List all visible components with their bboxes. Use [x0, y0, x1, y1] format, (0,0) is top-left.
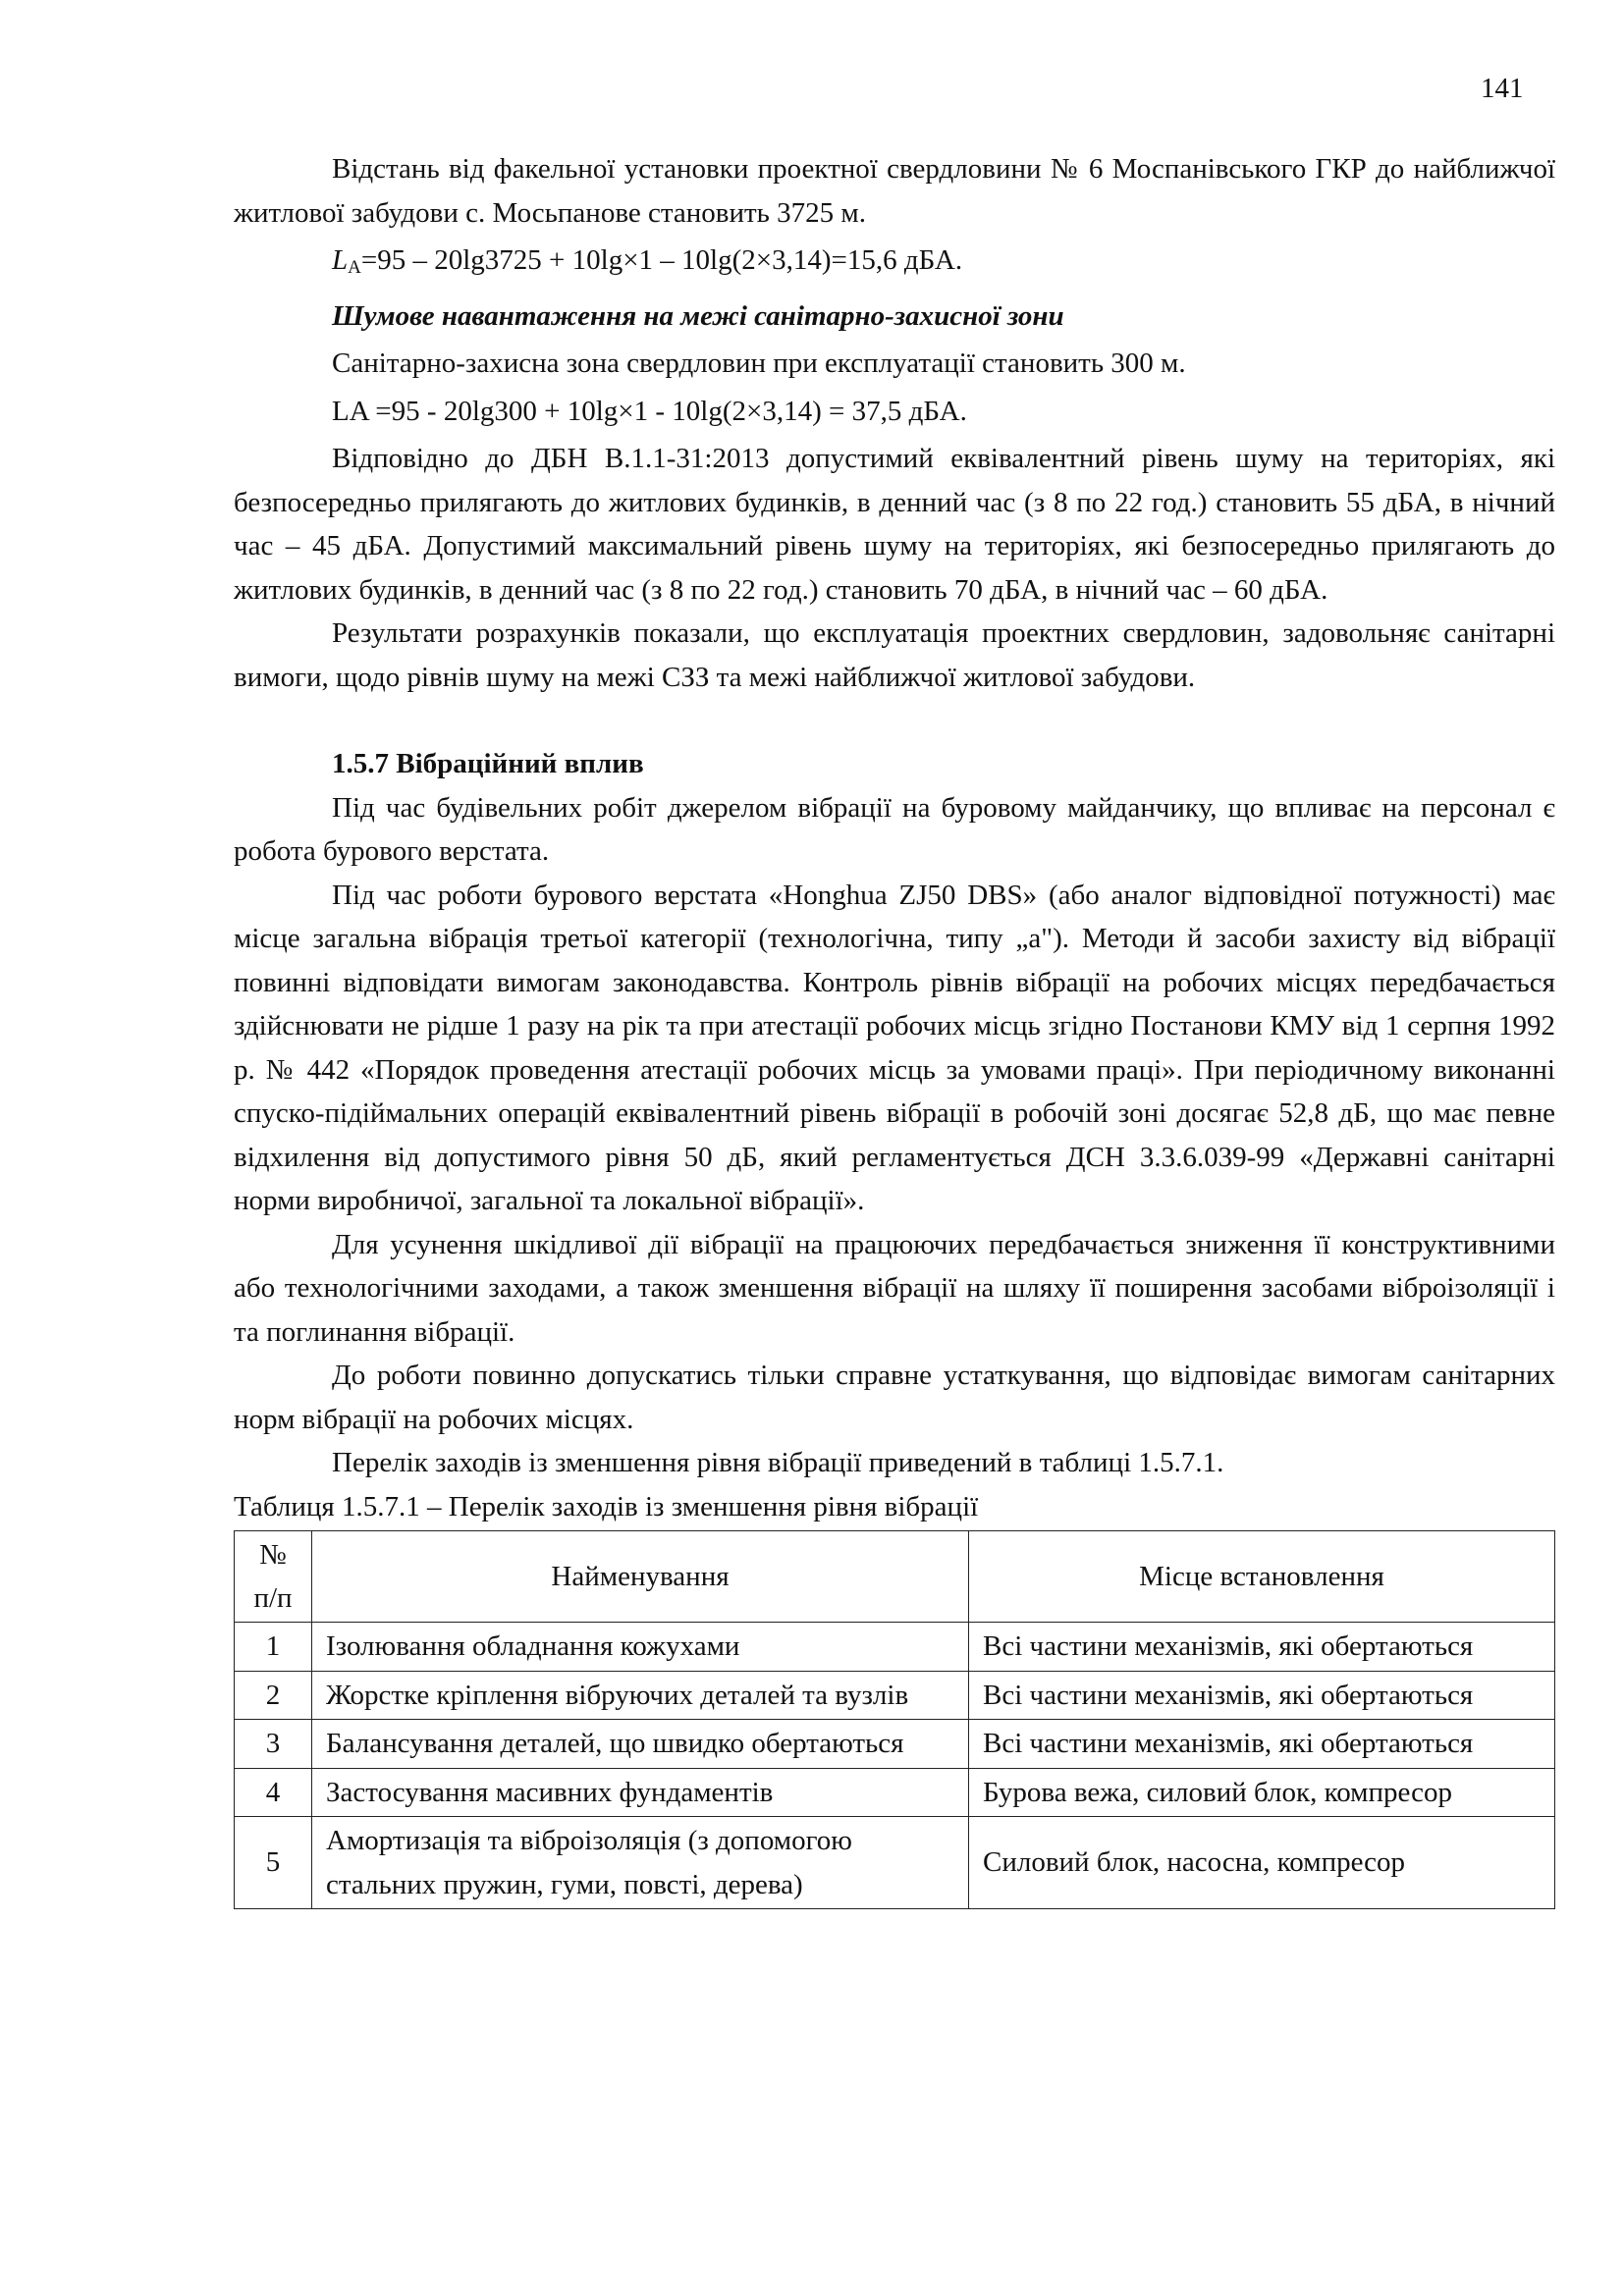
- paragraph-sanitary-zone: Санітарно-захисна зона свердловин при експлуатації становить 300 м.: [332, 347, 1186, 379]
- cell-number: 3: [235, 1720, 312, 1769]
- cell-name: Балансування деталей, що швидко обертаються: [312, 1720, 969, 1769]
- header-place: Місце встановлення: [969, 1531, 1555, 1623]
- formula-subscript: A: [348, 257, 361, 278]
- formula-sanitary-zone-noise: LA =95 - 20lg300 + 10lg×1 - 10lg(2×3,14) = 37,5 дБА.: [332, 395, 967, 427]
- heading-noise-sanitary-zone: Шумове навантаження на межі санітарно-захисної зони: [332, 299, 1064, 332]
- section-heading-vibration: 1.5.7 Вібраційний вплив: [332, 748, 644, 779]
- cell-number: 2: [235, 1671, 312, 1720]
- cell-place: Всі частини механізмів, які обертаються: [969, 1671, 1555, 1720]
- table-row: [235, 1817, 1555, 1909]
- paragraph-vibration-mitigation: Для усунення шкідливої дії вібрації на працюючих передбачається зниження її конструктивними або технологічними заходами, а також зменшення вібрації на шляху її поширення засобами віброізоляції і та поглинання вібрації.: [234, 1228, 1555, 1348]
- paragraph-distance: Відстань від факельної установки проектної свердловини № 6 Моспанівського ГКР до найближчої житлової забудови с. Мосьпанове становить 3725 м.: [234, 153, 1555, 229]
- cell-place: Силовий блок, насосна, компресор: [969, 1817, 1555, 1909]
- paragraph-table-reference: Перелік заходів із зменшення рівня вібрації приведений в таблиці 1.5.7.1.: [332, 1447, 1224, 1478]
- measures-table: [234, 1530, 1555, 1909]
- table-header-row: [235, 1531, 1555, 1623]
- table-row: [235, 1671, 1555, 1720]
- table-row: [235, 1768, 1555, 1817]
- paragraph-equipment: До роботи повинно допускатись тільки справне устаткування, що відповідає вимогам санітарних норм вібрації на робочих місцях.: [234, 1360, 1555, 1435]
- header-number: [235, 1531, 312, 1623]
- cell-number: 5: [235, 1817, 312, 1909]
- paragraph-vibration-rig: Під час роботи бурового верстата «Honghua ZJ50 DBS» (або аналог відповідної потужності) має місце загальна вібрація третьої категорії (технологічна, типу „а"). Методи й засоби захисту від вібрації повинні відповідати вимогам законодавства. Контроль рівнів вібрації на робочих місцях передбачається здійснювати не рідше 1 разу на рік та при атестації робочих місць згідно Постанови КМУ від 1 серпня 1992 р. № 442 «Порядок проведення атестації робочих місць за умовами праці». При періодичному виконанні спуско-підіймальних операцій еквівалентний рівень вібрації в робочій зоні досягає 52,8 дБ, що має певне відхилення від допустимого рівня 50 дБ, який регламентується ДСН 3.3.6.039-99 «Державні санітарні норми виробничої, загальної та локальної вібрації».: [234, 879, 1555, 1216]
- header-name: Найменування: [312, 1531, 969, 1623]
- page-content: [234, 147, 1555, 1909]
- cell-number: 4: [235, 1768, 312, 1817]
- table-caption: Таблиця 1.5.7.1 – Перелік заходів із зменшення рівня вібрації: [234, 1490, 979, 1522]
- paragraph-dbn-limits: Відповідно до ДБН В.1.1-31:2013 допустимий еквівалентний рівень шуму на територіях, які безпосередньо прилягають до житлових будинків, в денний час (з 8 по 22 год.) становить 55 дБА, в нічний час – 45 дБА. Допустимий максимальний рівень шуму на територіях, які безпосередньо прилягають до житлових будинків, в денний час (з 8 по 22 год.) становить 70 дБА, в нічний час – 60 дБА.: [234, 443, 1555, 606]
- paragraph-results: Результати розрахунків показали, що експлуатація проектних свердловин, задовольняє санітарні вимоги, щодо рівнів шуму на межі СЗЗ та межі найближчої житлової забудови.: [234, 617, 1555, 693]
- header-number-abbrev: п/п: [253, 1582, 293, 1614]
- table-row: [235, 1623, 1555, 1672]
- cell-place: Всі частини механізмів, які обертаються: [969, 1720, 1555, 1769]
- formula-flare-noise: [234, 239, 1555, 291]
- cell-number: 1: [235, 1623, 312, 1672]
- cell-name: Застосування масивних фундаментів: [312, 1768, 969, 1817]
- cell-name: Ізолювання обладнання кожухами: [312, 1623, 969, 1672]
- cell-place: Всі частини механізмів, які обертаються: [969, 1623, 1555, 1672]
- table-row: [235, 1720, 1555, 1769]
- paragraph-vibration-source: Під час будівельних робіт джерелом вібрації на буровому майданчику, що впливає на персонал є робота бурового верстата.: [234, 791, 1555, 867]
- cell-name: Жорстке кріплення вібруючих деталей та вузлів: [312, 1671, 969, 1720]
- cell-place: Бурова вежа, силовий блок, компресор: [969, 1768, 1555, 1817]
- cell-name: Амортизація та віброізоляція (з допомогою стальних пружин, гуми, повсті, дерева): [312, 1817, 969, 1909]
- header-number-sign: №: [259, 1539, 287, 1571]
- page-number: 141: [1481, 73, 1524, 104]
- formula-expression: =95 – 20lg3725 + 10lg×1 – 10lg(2×3,14)=15,6 дБА.: [360, 244, 963, 276]
- formula-symbol: L: [332, 244, 349, 276]
